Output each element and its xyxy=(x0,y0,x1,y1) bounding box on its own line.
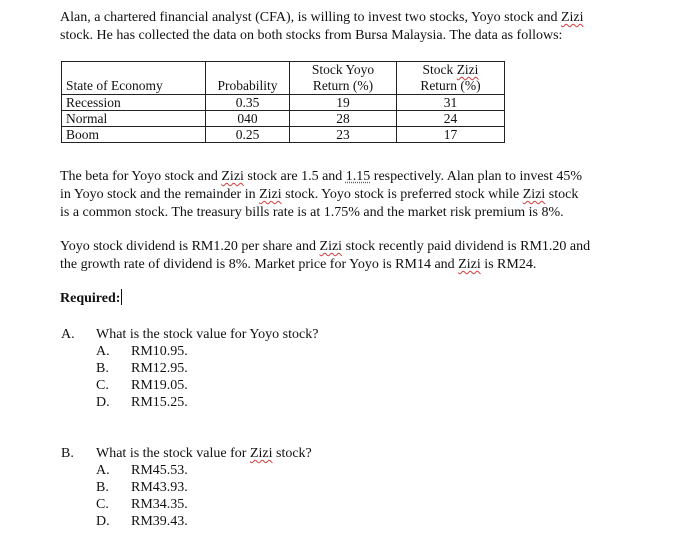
header-zizi-line2: Return (%) xyxy=(420,78,481,93)
answer-option xyxy=(96,395,396,412)
text-run: stock? xyxy=(272,446,312,461)
text-run: stock are 1.5 and xyxy=(243,169,346,184)
table-row xyxy=(62,111,505,127)
option-letter: B. xyxy=(96,361,109,376)
option-letter: A. xyxy=(96,344,110,359)
cell-state: Recession xyxy=(62,95,206,111)
option-text: RM15.25. xyxy=(131,395,188,410)
question-letter: B. xyxy=(61,446,74,461)
answer-option xyxy=(96,378,396,395)
spelling-flag: Zizi xyxy=(221,169,244,184)
cell-zizi-return: 31 xyxy=(397,95,505,111)
spelling-flag: Zizi xyxy=(249,446,273,461)
question-text xyxy=(96,446,312,462)
text-cursor xyxy=(121,289,122,305)
text-run: in Yoyo stock and the remainder in xyxy=(60,187,260,202)
text-run: The beta for Yoyo stock and xyxy=(60,169,222,184)
option-text: RM43.93. xyxy=(131,480,188,495)
required-label: Required: xyxy=(60,291,121,306)
answer-option xyxy=(96,463,396,480)
spelling-flag: Zizi xyxy=(522,187,546,202)
header-yoyo-line1: Stock Yoyo xyxy=(311,62,375,77)
beta-line-2 xyxy=(60,186,672,204)
cell-state: Normal xyxy=(62,111,206,127)
cell-yoyo-return: 23 xyxy=(290,127,397,143)
option-text: RM12.95. xyxy=(131,361,188,376)
table-row xyxy=(62,95,505,111)
dividend-line-1 xyxy=(60,238,672,256)
spelling-flag: Zizi xyxy=(259,187,282,202)
option-letter: C. xyxy=(96,378,109,393)
intro-text: Alan, a chartered financial analyst (CFA), is willing to invest two stocks, Yoyo stock and xyxy=(60,10,561,25)
cell-zizi-return: 17 xyxy=(397,127,505,143)
answer-option xyxy=(96,514,396,531)
option-letter: D. xyxy=(96,514,110,529)
text-run: stock recently paid dividend is RM1.20 and xyxy=(342,239,591,254)
answer-option xyxy=(96,480,396,497)
intro-line-1 xyxy=(60,9,672,27)
spelling-flag: Zizi xyxy=(456,62,479,77)
cell-state: Boom xyxy=(62,127,206,143)
header-zizi xyxy=(397,62,505,95)
cell-probability: 040 xyxy=(206,111,290,127)
spelling-flag: Zizi xyxy=(319,239,343,254)
option-letter: D. xyxy=(96,395,110,410)
cell-probability: 0.25 xyxy=(206,127,290,143)
beta-line-1 xyxy=(60,168,672,186)
answer-option xyxy=(96,361,396,378)
grammar-flag: 1.15 xyxy=(345,169,371,184)
spelling-flag: Zizi xyxy=(560,10,584,25)
text-run: stock. Yoyo stock is preferred stock while xyxy=(281,187,523,202)
header-zizi-line1 xyxy=(401,62,500,78)
option-text: RM34.35. xyxy=(131,497,188,512)
beta-line-3: is a common stock. The treasury bills rate is at 1.75% and the market risk premium is 8%. xyxy=(60,205,564,220)
spelling-flag: Zizi xyxy=(458,257,481,272)
required-heading[interactable] xyxy=(60,289,122,307)
cell-yoyo-return: 28 xyxy=(290,111,397,127)
header-probability: Probability xyxy=(206,62,290,95)
option-text: RM19.05. xyxy=(131,378,188,393)
text-run: Yoyo stock dividend is RM1.20 per share and xyxy=(60,239,320,254)
option-letter: B. xyxy=(96,480,109,495)
option-text: RM10.95. xyxy=(131,344,188,359)
intro-line-2: stock. He has collected the data on both stocks from Bursa Malaysia. The data as follows: xyxy=(60,28,563,43)
table-row xyxy=(62,127,505,143)
intro-paragraph xyxy=(60,9,672,45)
table-header-row xyxy=(62,62,505,95)
cell-probability: 0.35 xyxy=(206,95,290,111)
text-run: respectively. Alan plan to invest 45% xyxy=(370,169,583,184)
text-run: What is the stock value for xyxy=(96,446,250,461)
header-yoyo xyxy=(290,62,397,95)
option-text: RM39.43. xyxy=(131,514,188,529)
header-yoyo-line2: Return (%) xyxy=(312,78,374,93)
text-run: stock xyxy=(545,187,579,202)
cell-zizi-return: 24 xyxy=(397,111,505,127)
beta-paragraph xyxy=(60,168,672,222)
option-text: RM45.53. xyxy=(131,463,188,478)
header-zizi-text: Stock xyxy=(422,62,457,77)
text-run: is RM24. xyxy=(480,257,537,272)
dividend-paragraph xyxy=(60,238,672,274)
answer-option xyxy=(96,344,396,361)
dividend-line-2 xyxy=(60,256,672,274)
answer-option xyxy=(96,497,396,514)
cell-yoyo-return: 19 xyxy=(290,95,397,111)
returns-table xyxy=(61,61,505,143)
header-state: State of Economy xyxy=(62,62,206,95)
option-letter: A. xyxy=(96,463,110,478)
question-text: What is the stock value for Yoyo stock? xyxy=(96,327,319,342)
text-run: the growth rate of dividend is 8%. Market price for Yoyo is RM14 and xyxy=(60,257,459,272)
option-letter: C. xyxy=(96,497,109,512)
question-letter: A. xyxy=(61,327,75,342)
